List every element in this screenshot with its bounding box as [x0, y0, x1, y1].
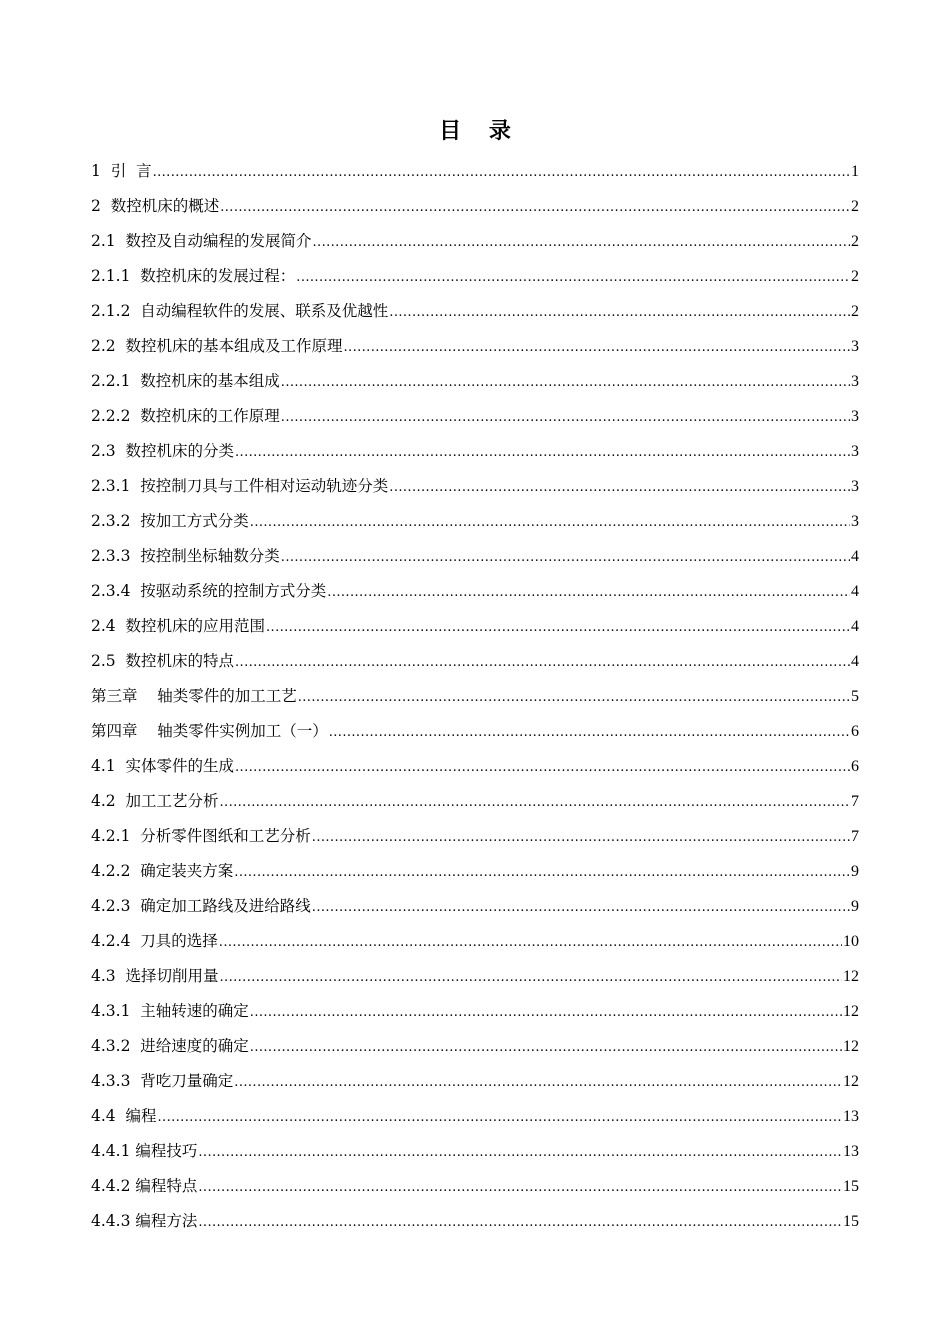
- toc-entry[interactable]: [91, 749, 859, 784]
- toc-entry[interactable]: [91, 224, 859, 259]
- toc-entry[interactable]: [91, 819, 859, 854]
- toc-entry[interactable]: [91, 189, 859, 224]
- toc-entry-page-number: 3: [851, 443, 859, 460]
- toc-entry-title: 4.2 加工工艺分析: [91, 792, 219, 810]
- toc-entry-title: 2.3.4 按驱动系统的控制方式分类: [91, 582, 327, 600]
- toc-entry-title: 4.2.2 确定装夹方案: [91, 862, 234, 880]
- dot-leader: [312, 820, 850, 855]
- toc-entry[interactable]: [91, 154, 859, 189]
- dot-leader: [219, 925, 842, 960]
- toc-entry-title: 4.2.3 确定加工路线及进给路线: [91, 897, 311, 915]
- dot-leader: [220, 190, 850, 225]
- dot-leader: [389, 470, 850, 505]
- toc-entry[interactable]: [91, 1099, 859, 1134]
- dot-leader: [250, 995, 842, 1030]
- dot-leader: [158, 1100, 842, 1135]
- dot-leader: [220, 960, 842, 995]
- toc-entry[interactable]: [91, 574, 859, 609]
- toc-entry-page-number: 4: [851, 653, 859, 670]
- toc-entry-title: 2.2.1 数控机床的基本组成: [91, 372, 280, 390]
- toc-entry-title: 4.2.4 刀具的选择: [91, 932, 218, 950]
- toc-entry-title: 4.4 编程: [91, 1107, 157, 1125]
- toc-entry-title: 2.5 数控机床的特点: [91, 652, 235, 670]
- toc-entry-page-number: 10: [843, 933, 859, 950]
- dot-leader: [235, 645, 850, 680]
- toc-entry-page-number: 2: [851, 233, 859, 250]
- toc-entry-title: 4.3.1 主轴转速的确定: [91, 1002, 249, 1020]
- toc-entry-title: 2.1 数控及自动编程的发展简介: [91, 232, 312, 250]
- toc-entry[interactable]: [91, 1064, 859, 1099]
- dot-leader: [281, 540, 850, 575]
- toc-entry[interactable]: [91, 504, 859, 539]
- toc-entry-page-number: 15: [843, 1178, 859, 1195]
- toc-entry-title: 4.3.2 进给速度的确定: [91, 1037, 249, 1055]
- toc-entry[interactable]: [91, 609, 859, 644]
- toc-entry[interactable]: [91, 469, 859, 504]
- toc-entry-page-number: 13: [843, 1108, 859, 1125]
- dot-leader: [198, 1170, 842, 1205]
- toc-entry-page-number: 6: [851, 758, 859, 775]
- toc-entry[interactable]: [91, 679, 859, 714]
- toc-entry-page-number: 7: [851, 793, 859, 810]
- toc-entry-title: 第三章 轴类零件的加工工艺: [91, 687, 297, 705]
- dot-leader: [281, 365, 850, 400]
- toc-entry-page-number: 4: [851, 583, 859, 600]
- toc-entry-page-number: 13: [843, 1143, 859, 1160]
- dot-leader: [250, 505, 850, 540]
- dot-leader: [153, 155, 850, 190]
- toc-entry-page-number: 4: [851, 548, 859, 565]
- toc-entry[interactable]: [91, 364, 859, 399]
- dot-leader: [329, 715, 850, 750]
- toc-entry[interactable]: [91, 1169, 859, 1204]
- toc-entry-page-number: 5: [851, 688, 859, 705]
- toc-entry-page-number: 9: [851, 898, 859, 915]
- toc-entry-page-number: 15: [843, 1213, 859, 1230]
- toc-entry-title: 4.1 实体零件的生成: [91, 757, 235, 775]
- toc-entry[interactable]: [91, 1204, 859, 1239]
- dot-leader: [235, 750, 850, 785]
- dot-leader: [389, 295, 850, 330]
- toc-entry[interactable]: [91, 714, 859, 749]
- toc-entry-page-number: 2: [851, 198, 859, 215]
- toc-entry-page-number: 12: [843, 968, 859, 985]
- toc-entry[interactable]: [91, 994, 859, 1029]
- toc-entry[interactable]: [91, 924, 859, 959]
- toc-entry-title: 第四章 轴类零件实例加工（一）: [91, 722, 328, 740]
- toc-entry-title: 2.3.3 按控制坐标轴数分类: [91, 547, 280, 565]
- toc-entry-title: 2.2 数控机床的基本组成及工作原理: [91, 337, 343, 355]
- toc-list: [91, 154, 859, 1239]
- toc-entry[interactable]: [91, 854, 859, 889]
- toc-entry[interactable]: [91, 1029, 859, 1064]
- toc-entry-page-number: 2: [851, 268, 859, 285]
- dot-leader: [312, 890, 850, 925]
- toc-entry-page-number: 4: [851, 618, 859, 635]
- dot-leader: [198, 1205, 842, 1240]
- toc-entry-title: 2.3.1 按控制刀具与工件相对运动轨迹分类: [91, 477, 389, 495]
- toc-title: 目 录: [439, 119, 521, 144]
- toc-entry-page-number: 3: [851, 373, 859, 390]
- dot-leader: [234, 1065, 842, 1100]
- toc-entry-title: 4.3.3 背吃刀量确定: [91, 1072, 234, 1090]
- toc-entry-page-number: 3: [851, 478, 859, 495]
- toc-entry[interactable]: [91, 889, 859, 924]
- toc-entry[interactable]: [91, 1134, 859, 1169]
- toc-entry[interactable]: [91, 644, 859, 679]
- toc-entry-page-number: 2: [851, 303, 859, 320]
- toc-entry-title: 4.4.1 编程技巧: [91, 1142, 198, 1160]
- dot-leader: [298, 680, 850, 715]
- toc-entry-title: 2.1.1 数控机床的发展过程：: [91, 267, 296, 285]
- toc-entry-page-number: 12: [843, 1073, 859, 1090]
- dot-leader: [327, 575, 850, 610]
- toc-entry-title: 4.4.3 编程方法: [91, 1212, 198, 1230]
- toc-entry[interactable]: [91, 784, 859, 819]
- toc-entry[interactable]: [91, 959, 859, 994]
- dot-leader: [296, 260, 850, 295]
- dot-leader: [220, 785, 850, 820]
- toc-entry[interactable]: [91, 539, 859, 574]
- toc-entry-title: 2.2.2 数控机床的工作原理: [91, 407, 280, 425]
- toc-entry-page-number: 12: [843, 1038, 859, 1055]
- toc-entry[interactable]: [91, 434, 859, 469]
- toc-entry[interactable]: [91, 294, 859, 329]
- toc-entry-page-number: 3: [851, 338, 859, 355]
- toc-entry-page-number: 3: [851, 513, 859, 530]
- dot-leader: [281, 400, 850, 435]
- toc-entry-title: 4.4.2 编程特点: [91, 1177, 198, 1195]
- toc-entry-title: 1 引 言: [91, 162, 152, 180]
- toc-entry-title: 4.3 选择切削用量: [91, 967, 219, 985]
- toc-entry-title: 2.3 数控机床的分类: [91, 442, 235, 460]
- toc-entry-title: 2.1.2 自动编程软件的发展、联系及优越性: [91, 302, 389, 320]
- dot-leader: [344, 330, 850, 365]
- toc-entry-page-number: 7: [851, 828, 859, 845]
- toc-entry-page-number: 6: [851, 723, 859, 740]
- toc-entry-page-number: 1: [851, 163, 859, 180]
- dot-leader: [234, 855, 850, 890]
- toc-entry-page-number: 9: [851, 863, 859, 880]
- dot-leader: [198, 1135, 842, 1170]
- toc-entry-title: 2.4 数控机床的应用范围: [91, 617, 266, 635]
- dot-leader: [313, 225, 850, 260]
- toc-entry-title: 2.3.2 按加工方式分类: [91, 512, 249, 530]
- toc-entry-title: 2 数控机床的概述: [91, 197, 220, 215]
- toc-entry[interactable]: [91, 329, 859, 364]
- toc-entry-page-number: 12: [843, 1003, 859, 1020]
- dot-leader: [250, 1030, 842, 1065]
- dot-leader: [266, 610, 850, 645]
- toc-entry-page-number: 3: [851, 408, 859, 425]
- toc-entry[interactable]: [91, 399, 859, 434]
- toc-entry-title: 4.2.1 分析零件图纸和工艺分析: [91, 827, 311, 845]
- dot-leader: [235, 435, 850, 470]
- toc-entry[interactable]: [91, 259, 859, 294]
